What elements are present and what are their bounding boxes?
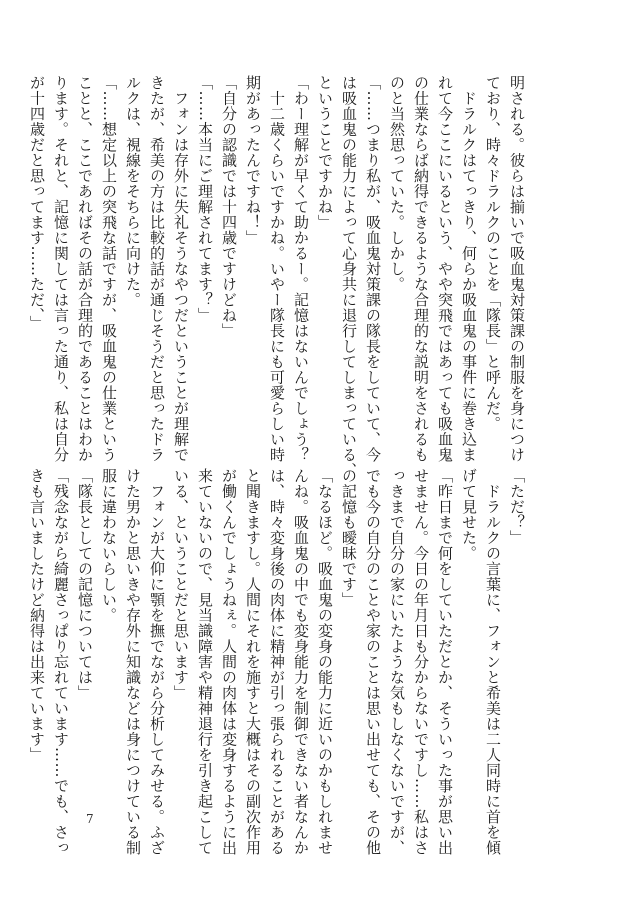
text-line: っきまで自分の家にいたような気もしなくないですが、: [388, 468, 406, 856]
text-line: 「ただ？」: [508, 468, 526, 546]
text-line: フォンは存外に失礼そうなやつだということが理解で: [172, 75, 190, 463]
text-line: フォンが大仰に顎を撫でながら分析してみせる。ふざ: [148, 468, 166, 856]
text-line: きも言いましたけど納得は出来ています」: [28, 468, 46, 763]
text-line: は、時々変身後の肉体に精神が引っ張られることがある: [268, 468, 286, 856]
text-line: 十二歳くらいですかね。いやー隊長にも可愛らしい時: [268, 75, 286, 463]
text-line: でも今の自分のことや家のことは思い出せても、その他: [364, 468, 382, 856]
text-line: 服に違わないらしい。: [100, 468, 118, 623]
text-line: 「自分の認識では十四歳ですけどね」: [220, 75, 238, 339]
text-line: 「……つまり私が、吸血鬼対策課の隊長をしていて、今: [364, 75, 382, 463]
text-line: 「昨日まで何をしていただとか、そういった事が思い出: [436, 468, 454, 856]
text-line: と聞きますし。人間にそれを施すと大概はその副次作用: [244, 468, 262, 856]
text-line: の仕業ならば納得できるような合理的な説明をされるも: [412, 75, 430, 463]
text-line: せません。今日の年月日も分からないですし……私はさ: [412, 468, 430, 856]
page-number: 7: [86, 812, 94, 826]
text-line: ルクは、視線をそちらに向けた。: [124, 75, 142, 308]
text-line: いる、ということだと思います」: [172, 468, 190, 701]
text-line: 「……本当にご理解されてます？」: [196, 75, 214, 323]
text-line: は吸血鬼の能力によって心身共に退行してしまっている、: [340, 75, 358, 478]
text-line: れて今ここにいるという、やや突飛ではあっても吸血鬼: [436, 75, 454, 463]
text-line: 来ていないので、見当識障害や精神退行を引き起こして: [196, 468, 214, 856]
text-line: けた男かと思いきや存外に知識などは身につけている制: [124, 468, 142, 856]
text-line: んね。吸血鬼の中でも変身能力を制御できない者なんか: [292, 468, 310, 856]
text-line: 期があったんですね！」: [244, 75, 262, 246]
text-line: 「隊長としての記憶については」: [76, 468, 94, 701]
text-line: ドラルクの言葉に、フォンと希美は二人同時に首を傾: [484, 468, 502, 856]
text-line: のと当然思っていた。しかし。: [388, 75, 406, 292]
text-line: 「残念ながら綺麗さっぱり忘れています……でも、さっ: [52, 468, 70, 856]
text-line: ります。それと、記憶に関しては言った通り、私は自分: [52, 75, 70, 463]
text-line: ドラルクはてっきり、何らか吸血鬼の事件に巻き込ま: [460, 75, 478, 463]
text-line: の記憶も曖昧です」: [340, 468, 358, 608]
text-line: ことと、ここであればその話が合理的であることはわか: [76, 75, 94, 463]
text-line: 明される。彼らは揃いで吸血鬼対策課の制服を身につけ: [508, 75, 526, 463]
text-line: きたが、希美の方は比較的話が通じそうだと思ったドラ: [148, 75, 166, 463]
text-line: が十四歳だと思ってます……ただ、」: [28, 75, 46, 331]
upper-text-block: [28, 75, 529, 478]
text-line: 「わー理解が早くて助かるー。記憶はないんでしょう？: [292, 75, 310, 463]
text-line: 「なるほど。吸血鬼の変身の能力に近いのかもしれませ: [316, 468, 334, 856]
text-line: 「……想定以上の突飛な話ですが、吸血鬼の仕業という: [100, 75, 118, 463]
text-line: が働くんでしょうねぇ。人間の肉体は変身するように出: [220, 468, 238, 856]
text-line: げて見せた。: [460, 468, 478, 561]
text-line: ということですかね」: [316, 75, 334, 230]
text-line: ており、時々ドラルクのことを「隊長」と呼んだ。: [484, 75, 502, 432]
lower-text-block: [28, 468, 529, 856]
